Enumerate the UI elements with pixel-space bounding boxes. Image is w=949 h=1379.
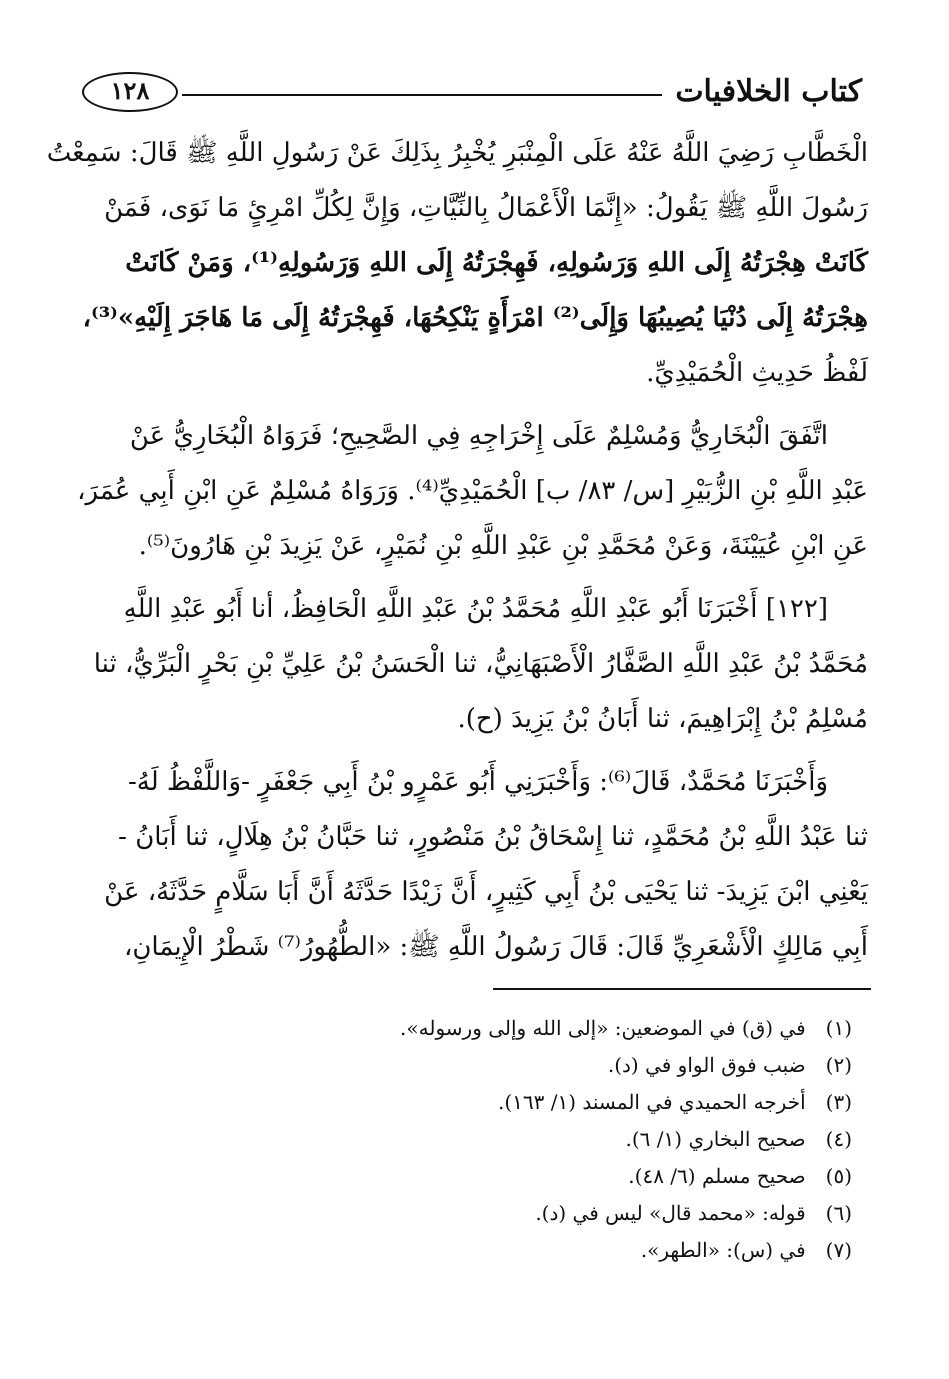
footnote-item (100, 1232, 852, 1269)
text-line: هِجْرَتُهُ إِلَى دُنْيَا يُصِيبُهَا وَإِلَى⁽²⁾ امْرَأَةٍ يَنْكِحُهَا، فَهِجْرَتُهُ إِلَى مَا هَاجَرَ إِلَيْهِ»⁽³⁾، (82, 303, 868, 333)
text-line: مُحَمَّدُ بْنُ عَبْدِ اللَّهِ الصَّفَّارُ الْأَصْبَهَانِيُّ، ثنا الْحَسَنُ بْنُ عَلِيِّ بْنِ بَحْرٍ الْبَرِّيُّ، ثنا (93, 649, 868, 679)
text-line: كَانَتْ هِجْرَتُهُ إِلَى اللهِ وَرَسُولِهِ، فَهِجْرَتُهُ إِلَى اللهِ وَرَسُولِهِ⁽¹⁾، وَمَنْ كَانَتْ (125, 248, 868, 278)
footnote-text: في (ق) في الموضعين: «إلى الله وإلى ورسوله». (400, 1016, 806, 1040)
text-line: اتَّفَقَ الْبُخَارِيُّ وَمُسْلِمٌ عَلَى إِخْرَاجِهِ فِي الصَّحِيحِ؛ فَرَوَاهُ الْبُخَارِيُّ عَنْ (129, 421, 828, 451)
footnote-divider (493, 988, 871, 990)
footnote-item (100, 1158, 852, 1195)
footnote-number: (١) (825, 1016, 852, 1040)
footnote-item (100, 1010, 852, 1047)
paragraph-4 (100, 755, 868, 975)
footnote-number: (٧) (825, 1238, 852, 1262)
text-line: وَأَخْبَرَنَا مُحَمَّدٌ، قَالَ⁽⁶⁾: وَأَخْبَرَنِي أَبُو عَمْرٍو بْنُ أَبِي جَعْفَرٍ -وَاللَّفْظُ لَهُ- (128, 767, 828, 797)
book-title: كتاب الخلافيات (675, 74, 862, 109)
text-line: عَبْدِ اللَّهِ بْنِ الزُّبَيْرِ [س/ ٨٣/ ب] الْحُمَيْدِيِّ⁽⁴⁾. وَرَوَاهُ مُسْلِمٌ عَنِ ابْنِ أَبِي عُمَرَ، (77, 476, 868, 506)
footnotes (100, 1010, 852, 1269)
paragraph-2 (77, 409, 868, 574)
footnote-number: (٦) (825, 1201, 852, 1225)
footnote-item (100, 1121, 852, 1158)
text-line: لَفْظُ حَدِيثِ الْحُمَيْدِيِّ. (646, 358, 868, 388)
text-line: رَسُولَ اللَّهِ ﷺ يَقُولُ: «إِنَّمَا الْأَعْمَالُ بِالنِّيَّاتِ، وَإِنَّ لِكُلِّ امْرِئٍ مَا نَوَى، فَمَنْ (104, 193, 868, 223)
footnote-item (100, 1047, 852, 1084)
footnote-text: صحيح مسلم (٦/ ٤٨). (628, 1164, 806, 1188)
footnote-text: قوله: «محمد قال» ليس في (د). (535, 1201, 806, 1225)
paragraph-3 (93, 582, 868, 747)
paragraph-1 (46, 126, 868, 401)
text-line: [١٢٢] أَخْبَرَنَا أَبُو عَبْدِ اللَّهِ مُحَمَّدُ بْنُ عَبْدِ اللَّهِ الْحَافِظُ، أنا أَبُو عَبْدِ اللَّهِ (123, 594, 828, 624)
footnote-text: صحيح البخاري (١/ ٦). (625, 1127, 806, 1151)
text-line: أَبِي مَالِكٍ الْأَشْعَرِيِّ قَالَ: قَالَ رَسُولُ اللَّهِ ﷺ: «الطُّهُورُ⁽⁷⁾ شَطْرُ الْإِيمَانِ، (123, 932, 868, 962)
footnote-number: (٣) (825, 1090, 852, 1114)
text-line: عَنِ ابْنِ عُيَيْنَةَ، وَعَنْ مُحَمَّدِ بْنِ عَبْدِ اللَّهِ بْنِ نُمَيْرٍ، عَنْ يَزِيدَ بْنِ هَارُونَ⁽⁵⁾. (138, 531, 868, 561)
text-line: الْخَطَّابِ رَضِيَ اللَّهُ عَنْهُ عَلَى الْمِنْبَرِ يُخْبِرُ بِذَلِكَ عَنْ رَسُولِ اللَّهِ ﷺ قَالَ: سَمِعْتُ (46, 138, 868, 168)
footnote-number: (٤) (825, 1127, 852, 1151)
text-line: مُسْلِمُ بْنُ إِبْرَاهِيمَ، ثنا أَبَانُ بْنُ يَزِيدَ (ح). (457, 704, 868, 734)
footnote-text: في (س): «الطهر». (640, 1238, 806, 1262)
main-text (46, 126, 868, 975)
footnote-text: أخرجه الحميدي في المسند (١/ ١٦٣). (497, 1090, 806, 1114)
page-number: ١٢٨ (82, 72, 178, 112)
text-line: ثنا عَبْدُ اللَّهِ بْنُ مُحَمَّدٍ، ثنا إِسْحَاقُ بْنُ مَنْصُورٍ، ثنا حَبَّانُ بْنُ هِلَالٍ، ثنا أَبَانُ - (118, 822, 868, 852)
footnote-item (100, 1084, 852, 1121)
footnote-number: (٢) (825, 1053, 852, 1077)
page-header (82, 68, 862, 118)
header-rule (182, 94, 662, 96)
text-line: يَعْنِي ابْنَ يَزِيدَ- ثنا يَحْيَى بْنُ أَبِي كَثِيرٍ، أَنَّ زَيْدًا حَدَّثَهُ أَنَّ أَبَا سَلَّامٍ حَدَّثَهُ، عَنْ (104, 877, 868, 907)
footnote-number: (٥) (825, 1164, 852, 1188)
footnote-item (100, 1195, 852, 1232)
footnote-text: ضبب فوق الواو في (د). (607, 1053, 806, 1077)
